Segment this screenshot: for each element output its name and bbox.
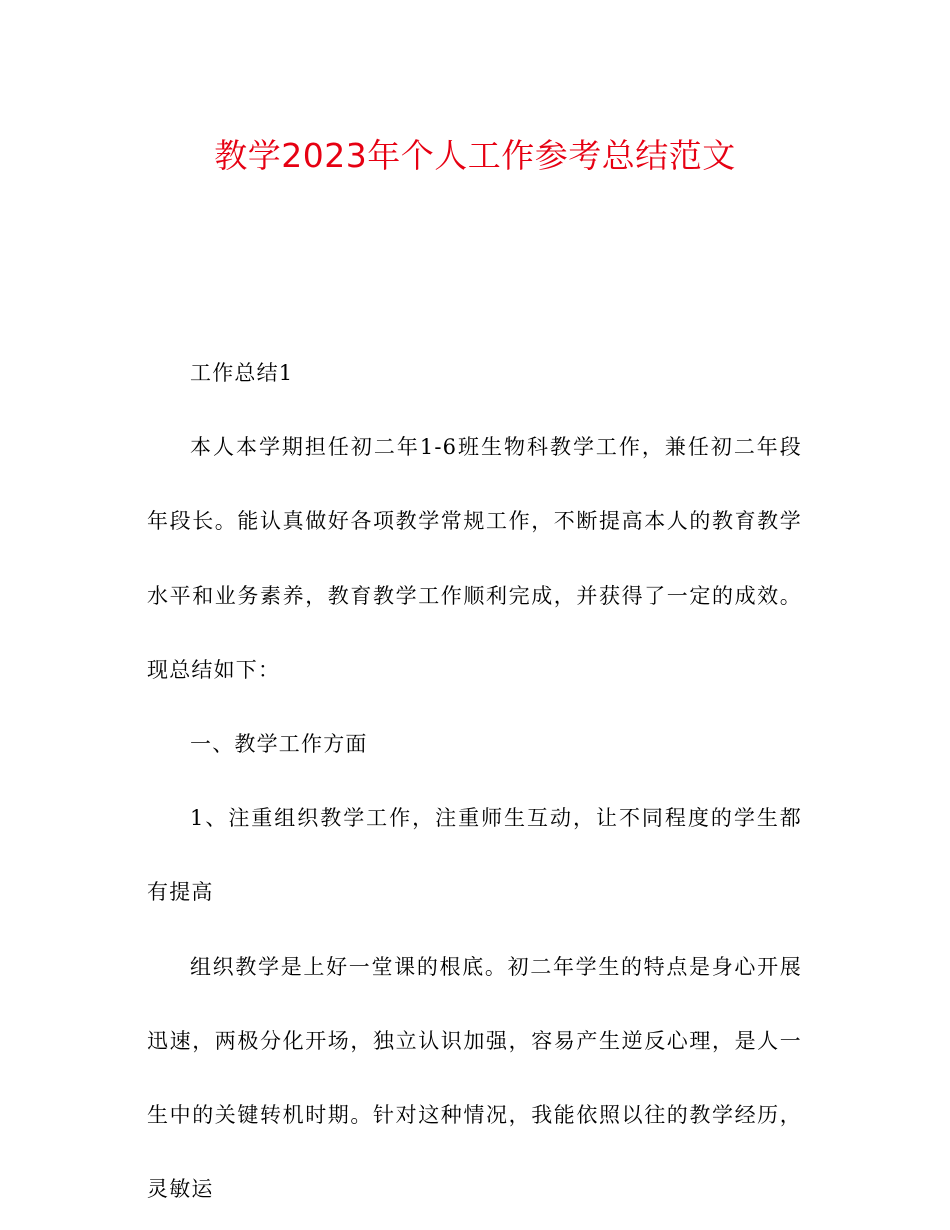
document-title: 教学2023年个人工作参考总结范文 xyxy=(214,136,736,175)
paragraph-section-heading: 一、教学工作方面 xyxy=(190,732,368,757)
paragraph-heading-summary-1: 工作总结1 xyxy=(190,361,294,385)
paragraph-organize-teaching: 组织教学是上好一堂课的根底。初二年学生的特点是身心开展迅速，两极分化开场，独立认识加强，容易产生逆反心理，是人一生中的关键转机时期。针对这种情况，我能依照以往的教学经历，灵敏运 xyxy=(147,954,802,1202)
paragraph-subheading-1: 1、注重组织教学工作，注重师生互动，让不同程度的学生都有提高 xyxy=(147,806,802,905)
document-body xyxy=(147,336,802,1226)
paragraph-intro: 本人本学期担任初二年1-6班生物科教学工作，兼任初二年段年段长。能认真做好各项教学常规工作，不断提高本人的教育教学水平和业务素养，教育教学工作顺利完成，并获得了一定的成效。现总结如下： xyxy=(147,435,802,682)
